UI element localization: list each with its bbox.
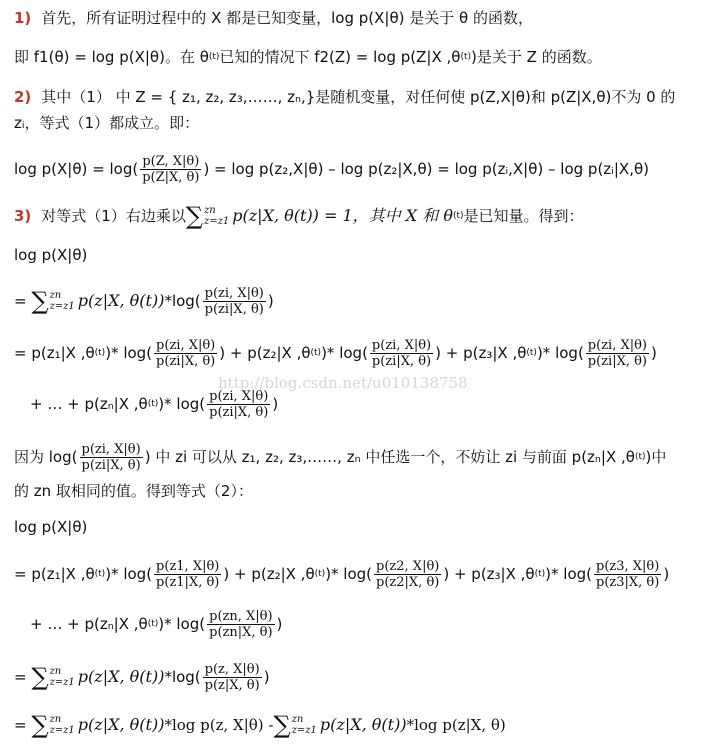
expansion-text: )* log(: [545, 565, 593, 583]
eq2-row4: [14, 711, 506, 739]
step1-line2-text-a: 即 f1(θ) = log p(X|θ)。在 θ: [14, 48, 209, 66]
expansion-text: = p(z₁|X ,θ: [14, 565, 95, 583]
theta-t-sup: (t): [94, 348, 106, 358]
eq2-row3: [14, 661, 270, 693]
theta-t-sup: (t): [634, 452, 646, 462]
because-line2: [14, 480, 253, 502]
close-paren: ): [263, 668, 270, 686]
theta-t-sup: (t): [147, 619, 159, 629]
fraction-denominator: p(zi|X, θ): [209, 404, 269, 420]
expansion-text: )* log(: [536, 344, 584, 362]
fraction-denominator: p(zi|X, θ): [587, 353, 647, 369]
fraction-numerator: p(zi, X|θ): [587, 337, 647, 353]
step2-number: 2): [14, 88, 32, 106]
fraction-numerator: p(Z, X|θ): [142, 153, 200, 169]
sum-limits: [50, 290, 75, 312]
summation-symbol: [186, 204, 232, 228]
log-operator: *log(: [164, 668, 201, 686]
expansion-text: + … + p(zₙ|X ,θ: [30, 395, 148, 413]
fraction-denominator: p(zi|X, θ): [371, 353, 432, 369]
close-paren: ): [267, 292, 274, 310]
sum-lower-limit: z=z1: [203, 216, 230, 227]
theta-t-sup: (t): [534, 569, 546, 579]
step2-text: 其中（1） 中 Z = { z₁, z₂, z₃,……, zₙ,}是随机变量，对任何使 p(Z,X|θ)和 p(Z|X,θ)不为 0 的: [41, 88, 676, 106]
theta-t-sup: (t): [452, 211, 464, 221]
step3-text-a: 对等式（1）右边乘以: [41, 207, 186, 225]
theta-t-sup: (t): [526, 348, 537, 358]
theta-t-sup: (t): [310, 348, 322, 358]
fraction: [203, 286, 266, 317]
sum-limits: [204, 205, 229, 227]
posterior-term: p(z|X, θ(t)): [77, 291, 165, 310]
equals-sign: =: [14, 668, 27, 686]
fraction-denominator: p(zi|X, θ): [204, 301, 264, 317]
fraction-numerator: p(zi, X|θ): [81, 441, 141, 457]
fraction: [586, 338, 649, 369]
close-paren: ): [663, 565, 670, 583]
eq2-row2: [30, 608, 283, 640]
because-line1: [14, 441, 667, 473]
conditional-log-term: *log p(z|X, θ): [406, 716, 506, 734]
fraction: [594, 559, 661, 590]
fraction-denominator: p(z3|X, θ): [596, 574, 660, 590]
step1-text: 首先，所有证明过程中的 X 都是已知变量，log p(X|θ) 是关于 θ 的函数，: [41, 9, 533, 27]
sigma-glyph: ∑: [31, 711, 49, 739]
eq2-row1: [14, 558, 670, 590]
expansion-text: )* log(: [105, 565, 153, 583]
expansion-text: )* log(: [158, 395, 206, 413]
fraction-denominator: p(z1|X, θ): [156, 574, 220, 590]
step3-line1: [14, 202, 584, 230]
joint-log-term: *log p(z, X|θ) -: [164, 716, 274, 734]
fraction: [154, 338, 217, 369]
step1-line2-text-c: )是关于 Z 的函数。: [471, 48, 602, 66]
summation-symbol: [31, 665, 77, 689]
fraction-numerator: p(zn, X|θ): [209, 608, 273, 624]
fraction-denominator: p(z|X, θ): [204, 677, 260, 693]
expansion-text: )* log(: [321, 344, 368, 362]
fraction-numerator: p(z2, X|θ): [376, 558, 440, 574]
step3-number: 3): [14, 207, 32, 225]
fraction: [140, 154, 201, 185]
fraction-denominator: p(zi|X, θ): [81, 457, 141, 473]
sum-lower-limit: z=z1: [49, 301, 75, 312]
sum-upper-limit: zn: [49, 714, 62, 725]
expansion-text: )* log(: [158, 615, 206, 633]
fraction-numerator: p(zi, X|θ): [371, 337, 432, 353]
fraction-numerator: p(zi, X|θ): [204, 285, 264, 301]
close-paren: ): [276, 615, 283, 633]
sum-upper-limit: zn: [291, 714, 304, 725]
step1-number: 1): [14, 9, 32, 27]
log-p-x-theta: log p(X|θ): [14, 246, 88, 264]
sum-limits: [50, 666, 75, 688]
step3-text-c: 是已知量。得到：: [463, 207, 584, 225]
step2-eq-left: log p(X|θ) = log(: [14, 160, 139, 178]
because-text-c: )中: [645, 448, 667, 466]
expansion-text: ) + p(z₃|X ,θ: [435, 344, 527, 362]
sum-upper-limit: zn: [49, 290, 62, 301]
summation-symbol: [273, 713, 319, 737]
theta-t-sup: (t): [314, 569, 326, 579]
because-text-2: 的 zn 取相同的值。得到等式（2）：: [14, 482, 253, 500]
because-text-b: ) 中 zi 可以从 z₁, z₂, z₃,……, zₙ 中任选一个，不妨让 zi 与前面 p(zₙ|X ,θ: [144, 448, 635, 466]
posterior-term: p(z|X, θ(t)): [77, 715, 165, 734]
fraction-denominator: p(z2|X, θ): [376, 574, 440, 590]
fraction: [370, 338, 433, 369]
fraction-numerator: p(z, X|θ): [204, 661, 260, 677]
close-paren: ): [272, 395, 279, 413]
step2-equation: [14, 153, 649, 185]
fraction-numerator: p(z3, X|θ): [596, 558, 660, 574]
fraction: [374, 559, 441, 590]
fraction-denominator: p(Z|X, θ): [142, 169, 200, 185]
sum-lower-limit: z=z1: [49, 677, 75, 688]
sum-limits: [292, 714, 317, 736]
sum-lower-limit: z=z1: [49, 725, 75, 736]
fraction-numerator: p(zi, X|θ): [156, 337, 216, 353]
step2-text-2: zᵢ，等式（1）都成立。即：: [14, 114, 200, 132]
sigma-glyph: ∑: [31, 287, 49, 315]
fraction: [80, 442, 143, 473]
summation-symbol: [31, 289, 77, 313]
sum-upper-limit: zn: [49, 666, 62, 677]
sum-limits: [50, 714, 75, 736]
step2-line2: [14, 112, 199, 134]
step2-eq-right: ) = log p(z₂,X|θ) – log p(z₂|X,θ) = log p(zᵢ,X|θ) – log p(zᵢ|X,θ): [203, 160, 649, 178]
theta-t-sup: (t): [208, 52, 220, 62]
step3-eq2: [14, 337, 657, 369]
step3-eq3: [30, 388, 279, 420]
close-paren: ): [651, 344, 657, 362]
theta-t-sup: (t): [94, 569, 106, 579]
step2-line1: [14, 86, 675, 108]
expansion-text: ) + p(z₂|X ,θ: [223, 565, 315, 583]
step1-line1: [14, 7, 533, 29]
summation-symbol: [31, 713, 77, 737]
step3-eq1: [14, 285, 274, 317]
theta-t-sup: (t): [147, 399, 159, 409]
blog-watermark: http://blog.csdn.net/u010138758: [218, 374, 468, 392]
equals-sign: =: [14, 292, 27, 310]
expansion-text: ) + p(z₃|X ,θ: [443, 565, 535, 583]
equals-sign: =: [14, 716, 27, 734]
posterior-term: p(z|X, θ(t)): [319, 715, 407, 734]
fraction: [207, 609, 274, 640]
theta-t-sup: (t): [460, 52, 472, 62]
expansion-text: + … + p(zₙ|X ,θ: [30, 615, 148, 633]
expansion-text: )* log(: [105, 344, 153, 362]
because-text-a: 因为 log(: [14, 448, 78, 466]
sigma-glyph: ∑: [185, 202, 203, 230]
fraction-numerator: p(zi, X|θ): [209, 388, 269, 404]
fraction: [203, 662, 262, 693]
log-operator: *log(: [164, 292, 201, 310]
step1-line2: [14, 46, 602, 68]
fraction: [154, 559, 221, 590]
fraction-numerator: p(z1, X|θ): [156, 558, 220, 574]
sum-upper-limit: zn: [203, 205, 216, 216]
step3-logpx: [14, 244, 87, 266]
expansion-text: )* log(: [325, 565, 373, 583]
log-p-x-theta: log p(X|θ): [14, 518, 88, 536]
fraction-denominator: p(zi|X, θ): [156, 353, 216, 369]
posterior-term: p(z|X, θ(t)): [77, 667, 165, 686]
sigma-glyph: ∑: [31, 663, 49, 691]
step1-line2-text-b: 已知的情况下 f2(Z) = log p(Z|X ,θ: [219, 48, 461, 66]
sigma-glyph: ∑: [273, 711, 291, 739]
eq2-logpx: [14, 516, 87, 538]
expansion-text: = p(z₁|X ,θ: [14, 344, 95, 362]
fraction: [207, 389, 270, 420]
sum-lower-limit: z=z1: [291, 725, 317, 736]
step3-text-b: p(z|X, θ(t)) = 1，其中 X 和 θ: [232, 206, 453, 225]
expansion-text: ) + p(z₂|X ,θ: [219, 344, 311, 362]
fraction-denominator: p(zn|X, θ): [209, 624, 273, 640]
